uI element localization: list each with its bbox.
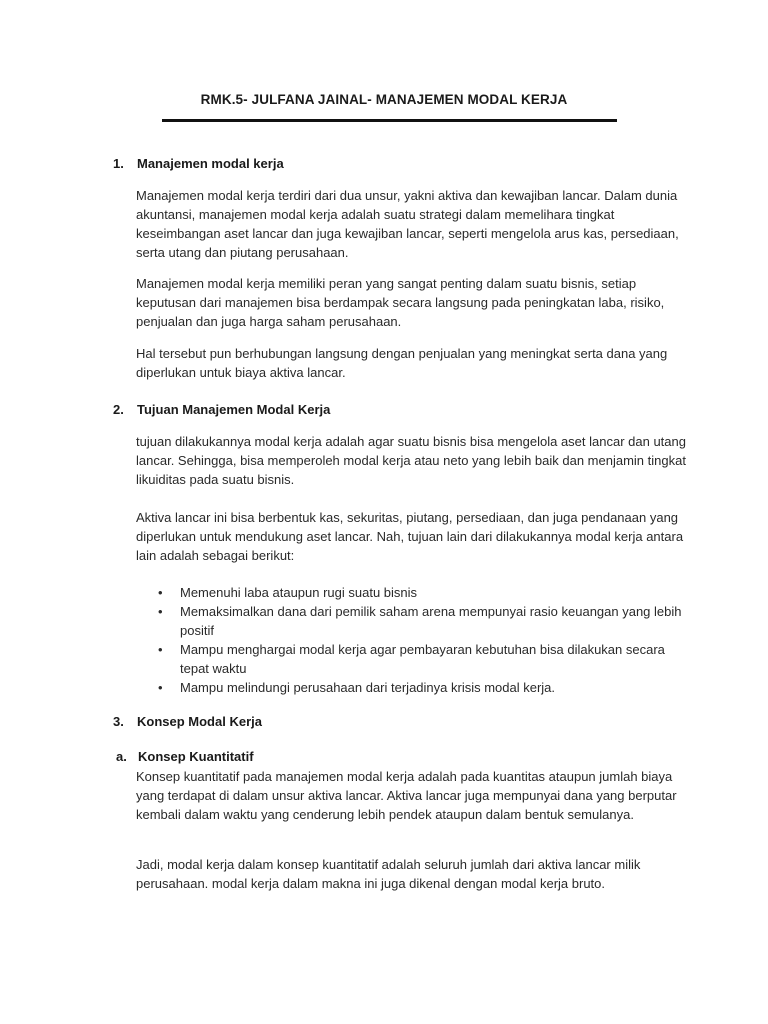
list-item-text: Mampu melindungi perusahaan dari terjadinya krisis modal kerja. — [180, 680, 556, 695]
section-2-paragraph-2: Aktiva lancar ini bisa berbentuk kas, sekuritas, piutang, persediaan, dan juga pendanaan yang diperlukan untuk mendukung aset lancar. Nah, tujuan lain dari dilakukannya modal kerja antara lain adalah sebagai berikut: — [136, 510, 684, 563]
section-2-paragraph-1: tujuan dilakukannya modal kerja adalah agar suatu bisnis bisa mengelola aset lancar dan utang lancar. Sehingga, bisa memperoleh modal kerja atau neto yang lebih baik dan menjamin tingkat likuiditas pada suatu bisnis. — [136, 434, 686, 487]
list-item — [136, 602, 696, 640]
section-2-bullet-list — [136, 583, 696, 697]
title-underline — [162, 119, 617, 122]
section-3-heading — [113, 714, 262, 729]
list-item-text: Memenuhi laba ataupun rugi suatu bisnis — [180, 585, 418, 600]
list-item — [136, 678, 696, 697]
bullet-icon: • — [158, 680, 163, 695]
bullet-icon: • — [158, 642, 163, 657]
list-item-text: Memaksimalkan dana dari pemilik saham arena mempunyai rasio keuangan yang lebih positif — [180, 604, 682, 638]
subsection-a-title: Konsep Kuantitatif — [138, 749, 254, 764]
subsection-a-letter: a. — [116, 749, 127, 764]
list-item — [136, 640, 696, 678]
section-1-paragraph-1: Manajemen modal kerja terdiri dari dua unsur, yakni aktiva dan kewajiban lancar. Dalam dunia akuntansi, manajemen modal kerja adalah suatu strategi dalam memelihara tingkat keseimbangan aset lancar dan juga kewajiban lancar, seperti mengelola arus kas, persediaan, serta utang dan piutang perusahaan. — [136, 188, 679, 260]
bullet-icon: • — [158, 604, 163, 619]
section-2-title: Tujuan Manajemen Modal Kerja — [137, 402, 331, 417]
section-1-heading — [113, 156, 284, 171]
document-title: RMK.5- JULFANA JAINAL- MANAJEMEN MODAL KERJA — [200, 92, 568, 107]
section-1-title: Manajemen modal kerja — [137, 156, 284, 171]
section-1-paragraph-3: Hal tersebut pun berhubungan langsung dengan penjualan yang meningkat serta dana yang diperlukan untuk biaya aktiva lancar. — [136, 346, 668, 380]
section-1-number: 1. — [113, 156, 124, 171]
subsection-a-heading — [116, 749, 254, 764]
section-3-number: 3. — [113, 714, 124, 729]
subsection-a-paragraph-1: Konsep kuantitatif pada manajemen modal kerja adalah pada kuantitas ataupun jumlah biaya yang terdapat di dalam unsur aktiva lancar. Aktiva lancar juga mempunyai dana yang berputar kembali dalam waktu yang cenderung lebih pendek ataupun dalam bentuk semulanya. — [136, 769, 677, 822]
list-item — [136, 583, 696, 602]
section-1-paragraph-2: Manajemen modal kerja memiliki peran yang sangat penting dalam suatu bisnis, setiap keputusan dari manajemen bisa berdampak secara langsung pada peningkatan laba, risiko, penjualan dan juga harga saham perusahaan. — [136, 276, 665, 329]
section-2-number: 2. — [113, 402, 124, 417]
subsection-a-paragraph-2: Jadi, modal kerja dalam konsep kuantitatif adalah seluruh jumlah dari aktiva lancar milik perusahaan. modal kerja dalam makna ini juga dikenal dengan modal kerja bruto. — [136, 857, 641, 891]
list-item-text: Mampu menghargai modal kerja agar pembayaran kebutuhan bisa dilakukan secara tepat waktu — [180, 642, 665, 676]
bullet-icon: • — [158, 585, 163, 600]
section-3-title: Konsep Modal Kerja — [137, 714, 262, 729]
section-2-heading — [113, 402, 330, 417]
